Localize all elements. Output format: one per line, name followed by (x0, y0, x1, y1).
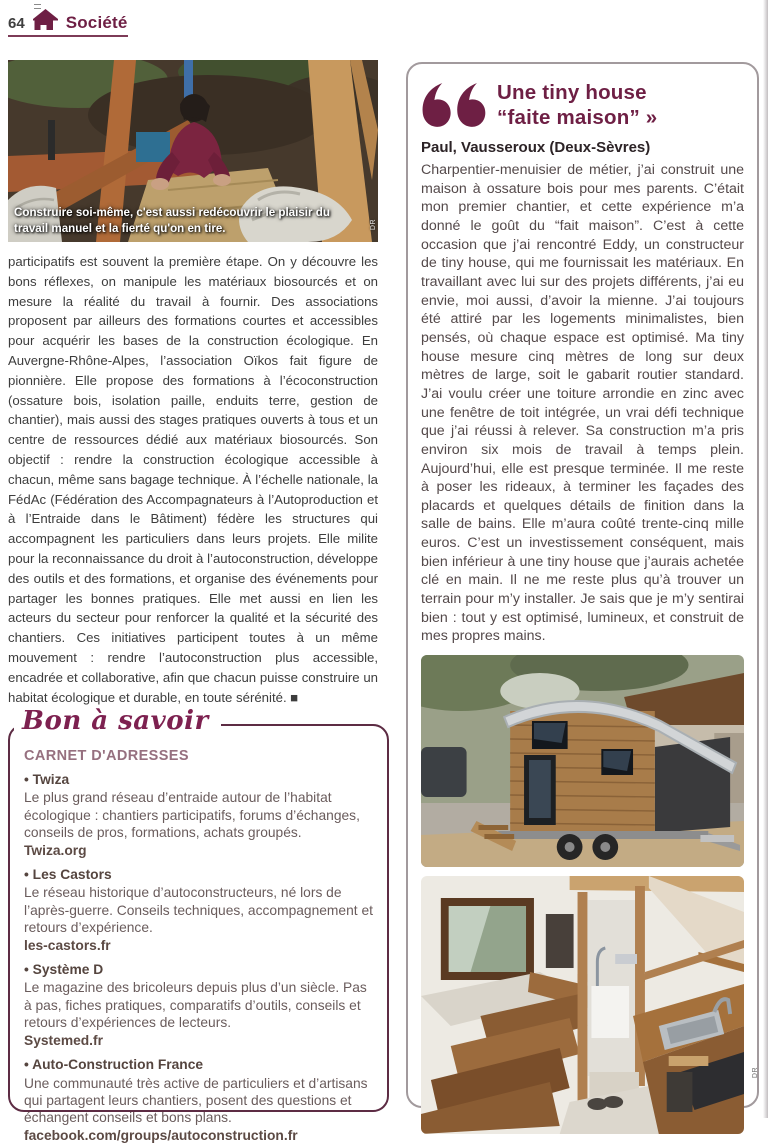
tiny-house-interior-illustration (421, 876, 744, 1134)
entry-name: • Les Castors (24, 867, 112, 883)
bon-a-savoir-title: Bon à savoir (14, 707, 221, 736)
entry-description: Le réseau historique d’autoconstructeurs, né lors de l’après-guerre. Conseils techniques, accompagnement et retours d’expérience. (24, 885, 373, 936)
house-icon (32, 8, 59, 31)
testimonial-box (406, 62, 759, 1108)
photo-tiny-house-interior (421, 876, 744, 1134)
photo-tiny-house-exterior (421, 655, 744, 867)
entry-description: Le plus grand réseau d’entraide autour de l’habitat écologique : chantiers participatifs, forums d’échanges, conseils de pros, formations, achats groupés. (24, 790, 360, 841)
photo-caption: Construire soi-même, c'est aussi redécouvrir le plaisir du travail manuel et la fierté qu'on en tire. (14, 205, 330, 235)
entry-description: Une communauté très active de particuliers et d’artisans qui partagent leurs chantiers, posent des questions et échangent conseils et bons plans. (24, 1075, 368, 1126)
entry-name: • Auto-Construction France (24, 1057, 204, 1073)
entry-name: • Système D (24, 962, 104, 978)
section-title: Société (65, 13, 128, 32)
list-item-systeme-d (24, 961, 375, 1049)
entry-link[interactable]: les-castors.fr (24, 937, 111, 953)
page-header (8, 8, 128, 37)
page-number: 64 (8, 15, 25, 32)
carnet-adresses-heading: CARNET D'ADRESSES (24, 748, 189, 764)
testimonial-body: Charpentier-menuisier de métier, j’ai construit une maison à ossature bois pour mes parents. C’était mon premier chantier, et cette expérience m’a donné le goût du “fait maison”. C’est à cette occasion que j’ai rencontré Eddy, un constructeur de tiny house, qui me fournissait les matériaux. En travaillant avec lui sur des projets différents, j’ai eu envie, moi aussi, d’avoir la mienne. J’ai toujours été attiré par les logements minimalistes, bien pensés, où chaque espace est optimisé. Ma tiny house mesure cinq mètres de long sur deux mètres de large, soit le gabarit routier standard. J’ai voulu créer une toiture arrondie en zinc avec une fenêtre de toit intégrée, un vrai défi technique que j’ai réussi à relever. Sa construction m’a pris environ six mois de travail à temps plein. Aujourd’hui, elle est presque terminée. Il me reste à poser les rideaux, à terminer les façades des placards et quelques détails de finition dans la salle de bains. Elle m’aura coûté trente-cinq mille euros. C’est un investissement conséquent, mais bien inférieur à une tiny house que j’aurais achetée clé en main. Il ne me reste plus qu’à trouver un terrain pour m’y installer. Je sais que je m’y sentirai bien : tout y est optimisé, lumineux, et construit de mes propres mains. (421, 162, 744, 645)
tiny-house-exterior-illustration (421, 655, 744, 867)
list-item-les-castors (24, 866, 375, 954)
entry-description: Le magazine des bricoleurs depuis plus d’un siècle. Pas à pas, fiches pratiques, comparatifs d’outils, conseils et retours d’expériences de lecteurs. (24, 980, 367, 1031)
testimonial-header (421, 78, 744, 132)
quote-icon (421, 78, 487, 132)
entry-link[interactable]: facebook.com/groups/autoconstruction.fr (24, 1127, 298, 1143)
photo-credit: DR (751, 1066, 759, 1079)
entry-name: • Twiza (24, 772, 70, 787)
page-edge-shadow (763, 0, 768, 1118)
fold-mark-icon (34, 4, 41, 9)
photo-credit: DR (369, 218, 377, 231)
bon-a-savoir-box (8, 706, 389, 1143)
list-item-twiza (24, 771, 375, 859)
article-body: participatifs est souvent la première étape. On y découvre les bons réflexes, on manipule les matériaux biosourcés et on mesure la réalité du travail à fournir. Des associations proposent par ailleurs des formations courtes et accessibles pour acquérir les bases de la construction écologique. En Auvergne-Rhône-Alpes, l’association Oïkos fait figure de pionnière. Elle propose des formations à l’écoconstruction (ossature bois, isolation paille, enduits terre, gestion de chantier), mais aussi des stages pratiques ouverts à tous et un centre de ressources dédié aux matériaux biosourcés. Son objectif : rendre la construction écologique accessible à chacun, même sans bagage technique. À l’échelle nationale, la FédAc (Fédération des Accompagnateurs à l’Autoproduction et à l’Entraide dans le Bâtiment) fédère les structures qui accompagnent les particuliers dans leurs projets. Elle milite pour la reconnaissance du droit à l’autoconstruction, développe des outils et des formations, et organise des événements pour partager les bonnes pratiques. Elle met aussi en lien les acteurs du secteur pour renforcer la qualité et la sécurité des chantiers. Ces initiatives participent toutes à un même mouvement : rendre l’autoconstruction plus accessible, encadrée et collaborative, afin que chacun puisse construire un habitat écologique et durable, en toute sérénité. ■ (8, 254, 378, 705)
testimonial-title (497, 80, 657, 130)
entry-link[interactable]: Systemed.fr (24, 1032, 103, 1048)
testimonial-title-line2: “faite maison” » (497, 106, 658, 129)
list-item-auto-construction-france (24, 1056, 375, 1144)
entry-link[interactable]: Twiza.org (24, 842, 87, 858)
testimonial-title-line1: Une tiny house (497, 81, 647, 104)
testimonial-byline: Paul, Vausseroux (Deux-Sèvres) (421, 139, 651, 156)
photo-construction (8, 60, 378, 242)
